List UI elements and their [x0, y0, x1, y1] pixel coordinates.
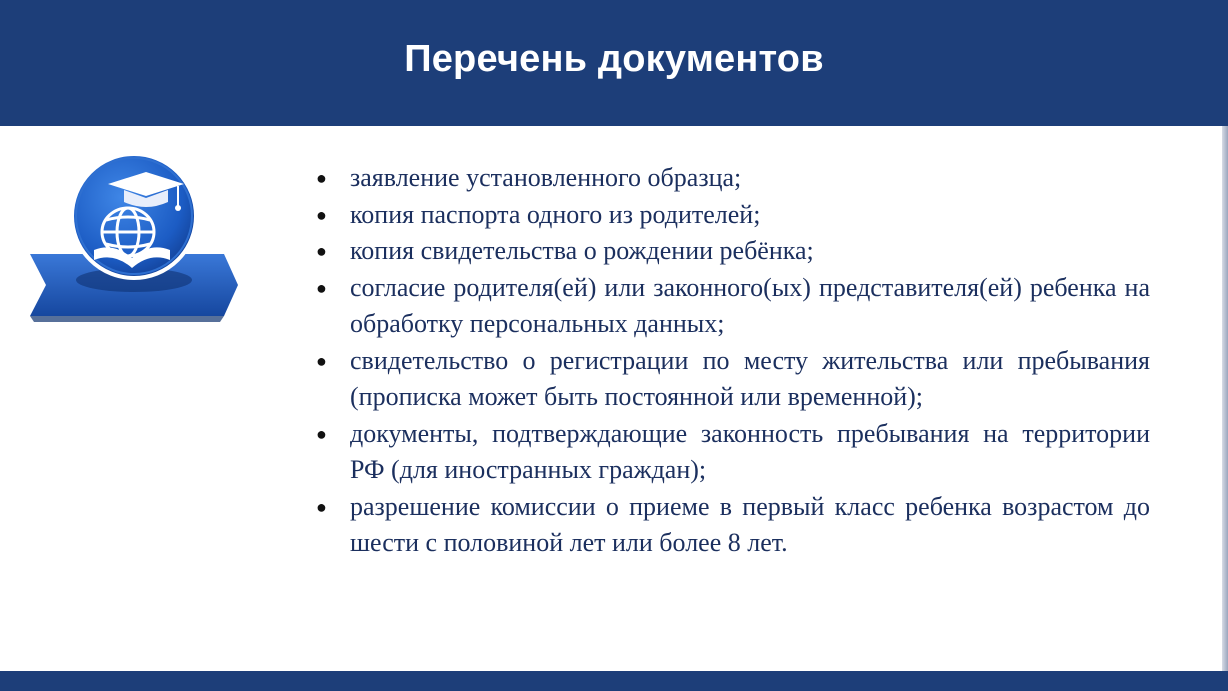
header-bar: [0, 0, 1228, 126]
document-list: [316, 160, 1150, 562]
list-item: ● заявление установленного образца;: [316, 163, 742, 192]
list-item: ● свидетельство о регистрации по месту жительства или пребывания (прописка может быть постоянной или временной);: [316, 345, 1150, 411]
list-item: ● разрешение комиссии о приеме в первый класс ребенка возрастом до шести с половиной лет или более 8 лет.: [316, 491, 1150, 557]
footer-bar: [0, 671, 1228, 691]
list-item: ● согласие родителя(ей) или законного(ых) представителя(ей) ребенка на обработку персональных данных;: [316, 272, 1150, 338]
list-item: ● копия свидетельства о рождении ребёнка;: [316, 236, 814, 265]
page-title: Перечень документов: [404, 38, 824, 80]
list-item: ● документы, подтверждающие законность пребывания на территории РФ (для иностранных граждан);: [316, 418, 1150, 484]
right-edge-shadow: [1222, 126, 1228, 671]
list-item: ● копия паспорта одного из родителей;: [316, 199, 761, 229]
education-globe-book-icon: [28, 150, 248, 330]
